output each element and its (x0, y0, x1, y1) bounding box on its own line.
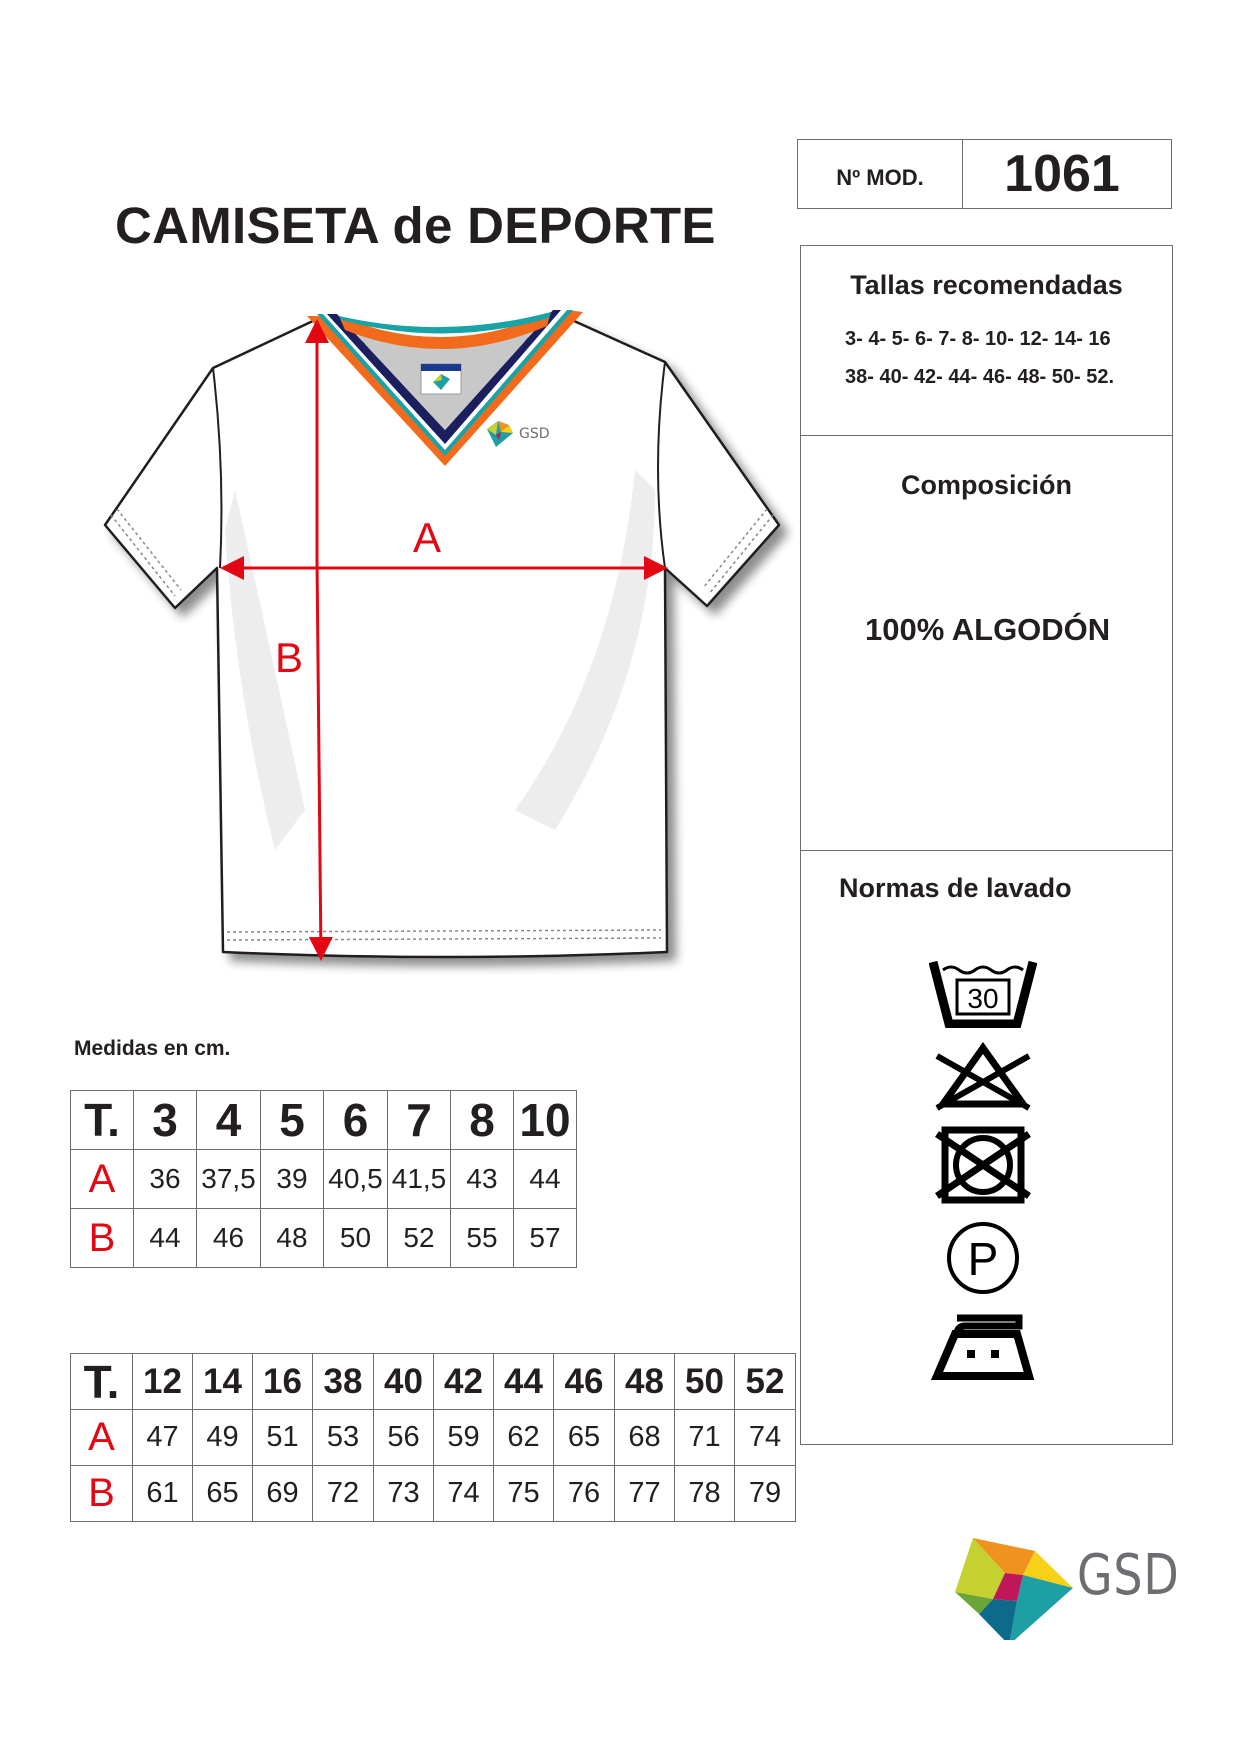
size-cell: 7 (388, 1091, 451, 1150)
measure-cell: 71 (675, 1410, 735, 1466)
document-title: CAMISETA de DEPORTE (115, 197, 716, 254)
measure-cell: 78 (675, 1466, 735, 1522)
dry-clean-p-icon (943, 1218, 1023, 1298)
measure-cell: 75 (494, 1466, 554, 1522)
measure-cell: 74 (735, 1410, 796, 1466)
gsd-diamond-icon (945, 1515, 1075, 1640)
size-cell: 46 (554, 1354, 615, 1410)
size-cell: 14 (193, 1354, 253, 1410)
size-cell: 10 (514, 1091, 577, 1150)
measure-cell: 69 (253, 1466, 313, 1522)
size-cell: 4 (197, 1091, 261, 1150)
measure-cell: 73 (374, 1466, 434, 1522)
measure-cell: 46 (197, 1209, 261, 1268)
row-label-size: T. (71, 1091, 134, 1150)
iron-medium-icon (931, 1312, 1035, 1382)
svg-text:P: P (967, 1233, 999, 1285)
measure-cell: 65 (193, 1466, 253, 1522)
measurements-unit-label: Medidas en cm. (74, 1037, 231, 1060)
recommended-sizes-adults: 38- 40- 42- 44- 46- 48- 50- 52. (845, 366, 1115, 388)
model-number-value: 1061 (1004, 145, 1120, 203)
measure-cell: 55 (451, 1209, 514, 1268)
measure-cell: 36 (134, 1150, 197, 1209)
size-cell: 6 (324, 1091, 388, 1150)
no-bleach-icon (933, 1042, 1033, 1112)
size-cell: 44 (494, 1354, 554, 1410)
measure-a-label: A (413, 514, 442, 561)
measure-cell: 72 (313, 1466, 374, 1522)
measure-cell: 53 (313, 1410, 374, 1466)
composition-section (801, 436, 1172, 851)
row-label-a: A (71, 1410, 133, 1466)
shirt-illustration (95, 290, 795, 990)
table-row-b (71, 1209, 577, 1268)
measure-cell: 79 (735, 1466, 796, 1522)
recommended-sizes-heading: Tallas recomendadas (850, 270, 1123, 300)
size-cell: 50 (675, 1354, 735, 1410)
measure-cell: 50 (324, 1209, 388, 1268)
svg-text:30: 30 (967, 983, 999, 1014)
size-cell: 52 (735, 1354, 796, 1410)
table-row-sizes (71, 1091, 577, 1150)
care-instructions-heading: Normas de lavado (839, 873, 1072, 903)
measure-cell: 41,5 (388, 1150, 451, 1209)
size-cell: 8 (451, 1091, 514, 1150)
measure-cell: 56 (374, 1410, 434, 1466)
brand-logo (945, 1515, 1185, 1640)
measure-cell: 48 (261, 1209, 324, 1268)
measure-cell: 74 (434, 1466, 494, 1522)
measure-cell: 40,5 (324, 1150, 388, 1209)
table-row-a (71, 1410, 796, 1466)
composition-heading: Composición (900, 470, 1072, 500)
measure-cell: 51 (253, 1410, 313, 1466)
measure-cell: 77 (615, 1466, 675, 1522)
wash-30-icon (929, 956, 1037, 1028)
model-number-box (797, 139, 1172, 209)
measure-cell: 68 (615, 1410, 675, 1466)
measure-cell: 52 (388, 1209, 451, 1268)
row-label-a: A (71, 1150, 134, 1209)
no-tumble-dry-icon (933, 1126, 1033, 1204)
measure-cell: 57 (514, 1209, 577, 1268)
measure-cell: 47 (133, 1410, 193, 1466)
size-table-kids (70, 1090, 577, 1268)
measure-cell: 44 (134, 1209, 197, 1268)
row-label-b: B (71, 1209, 134, 1268)
size-cell: 16 (253, 1354, 313, 1410)
recommended-sizes-section (801, 246, 1172, 436)
brand-name: GSD (1077, 1543, 1180, 1608)
measure-cell: 62 (494, 1410, 554, 1466)
measure-b-label: B (275, 634, 304, 681)
size-cell: 42 (434, 1354, 494, 1410)
size-cell: 38 (313, 1354, 374, 1410)
care-instructions-section (801, 851, 1172, 1444)
size-cell: 48 (615, 1354, 675, 1410)
measure-cell: 59 (434, 1410, 494, 1466)
measure-cell: 37,5 (197, 1150, 261, 1209)
info-panel (800, 245, 1173, 1445)
care-icons-list (928, 956, 1038, 1396)
composition-value: 100% ALGODÓN (865, 612, 1111, 647)
size-cell: 3 (134, 1091, 197, 1150)
size-cell: 40 (374, 1354, 434, 1410)
size-table-adults (70, 1353, 796, 1522)
recommended-sizes-kids: 3- 4- 5- 6- 7- 8- 10- 12- 14- 16 (845, 328, 1111, 350)
table-row-a (71, 1150, 577, 1209)
svg-text:GSD: GSD (519, 426, 550, 442)
measure-cell: 43 (451, 1150, 514, 1209)
size-cell: 5 (261, 1091, 324, 1150)
measure-cell: 61 (133, 1466, 193, 1522)
measure-cell: 49 (193, 1410, 253, 1466)
measure-cell: 76 (554, 1466, 615, 1522)
measure-cell: 39 (261, 1150, 324, 1209)
size-cell: 12 (133, 1354, 193, 1410)
measure-cell: 65 (554, 1410, 615, 1466)
measure-cell: 44 (514, 1150, 577, 1209)
table-row-b (71, 1466, 796, 1522)
row-label-size: T. (71, 1354, 133, 1410)
table-row-sizes (71, 1354, 796, 1410)
model-number-label: Nº MOD. (798, 140, 963, 208)
row-label-b: B (71, 1466, 133, 1522)
